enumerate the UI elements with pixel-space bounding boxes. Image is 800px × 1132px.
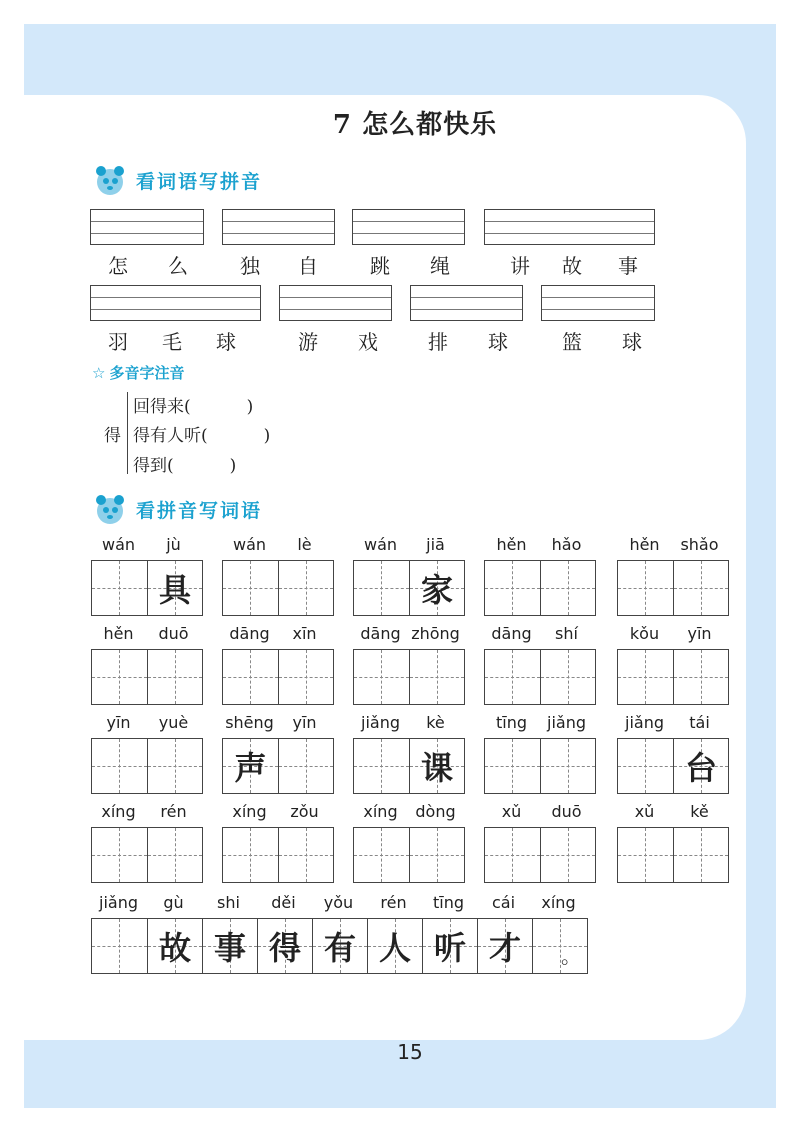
section-heading-label: 看拼音写词语 <box>136 499 263 522</box>
word-char: 绳 <box>430 254 450 278</box>
pinyin-label: hěn <box>103 624 134 643</box>
char-cell[interactable] <box>673 828 728 882</box>
char-grid <box>222 827 334 883</box>
char-grid <box>353 827 465 883</box>
char-value: 人 <box>378 929 411 967</box>
char-grid <box>484 649 596 705</box>
char-value <box>541 650 595 704</box>
char-cell[interactable] <box>147 739 202 793</box>
char-grid <box>484 560 596 616</box>
polyphone-char: 得 <box>104 426 121 446</box>
word-char: 跳 <box>370 254 390 278</box>
pinyin-label: xíng <box>541 893 576 912</box>
pinyin-label: jù <box>166 535 181 554</box>
pinyin-label: jiǎng <box>547 713 586 732</box>
char-cell[interactable] <box>409 561 464 615</box>
panda-icon <box>92 162 132 198</box>
char-cell[interactable] <box>485 650 540 704</box>
char-cell[interactable] <box>92 919 147 973</box>
pinyin-label: xǔ <box>634 802 655 821</box>
section-heading-write-words <box>92 489 262 529</box>
section-heading-label: 看词语写拼音 <box>136 170 263 193</box>
char-cell[interactable] <box>147 919 202 973</box>
char-cell[interactable] <box>278 828 333 882</box>
char-cell[interactable] <box>485 828 540 882</box>
char-grid <box>617 560 729 616</box>
word-char: 怎 <box>108 254 128 278</box>
char-value: 有 <box>323 929 356 967</box>
pinyin-label: dòng <box>415 802 456 821</box>
char-cell[interactable] <box>92 739 147 793</box>
page-number: 15 <box>397 1040 423 1064</box>
char-cell[interactable] <box>618 828 673 882</box>
pinyin-label: kě <box>690 802 709 821</box>
char-value <box>618 828 673 882</box>
char-cell[interactable] <box>354 828 409 882</box>
pinyin-box-lanqiu[interactable] <box>541 285 655 321</box>
char-cell[interactable] <box>532 919 587 973</box>
pinyin-label: hěn <box>629 535 660 554</box>
char-value: 声 <box>234 749 267 787</box>
pinyin-box-tiaosheng[interactable] <box>352 209 465 245</box>
pinyin-label: jiǎng <box>99 893 138 912</box>
char-value <box>410 650 464 704</box>
pinyin-label: rén <box>160 802 187 821</box>
char-cell[interactable] <box>278 650 333 704</box>
char-value <box>618 561 673 615</box>
char-grid <box>353 560 465 616</box>
char-cell[interactable] <box>673 561 728 615</box>
char-grid <box>91 827 203 883</box>
char-cell[interactable] <box>367 919 422 973</box>
char-value <box>541 739 595 793</box>
char-cell[interactable] <box>312 919 367 973</box>
char-cell[interactable] <box>673 650 728 704</box>
pinyin-label: xǔ <box>501 802 522 821</box>
char-cell[interactable] <box>147 561 202 615</box>
char-cell[interactable] <box>422 919 477 973</box>
pinyin-label: yīn <box>687 624 712 643</box>
char-value <box>279 650 333 704</box>
char-cell[interactable] <box>477 919 532 973</box>
char-cell[interactable] <box>354 561 409 615</box>
polyphone-bracket <box>127 392 128 474</box>
pinyin-label: xíng <box>232 802 267 821</box>
char-cell[interactable] <box>540 650 595 704</box>
char-cell[interactable] <box>618 739 673 793</box>
word-char: 排 <box>428 330 448 354</box>
char-grid <box>222 560 334 616</box>
char-cell[interactable] <box>92 561 147 615</box>
word-char: 么 <box>168 254 188 278</box>
char-cell[interactable] <box>354 739 409 793</box>
char-value: 事 <box>213 929 246 967</box>
pinyin-label: yǒu <box>323 893 354 912</box>
char-value <box>354 739 409 793</box>
char-value <box>485 650 540 704</box>
char-grid <box>91 649 203 705</box>
char-cell[interactable] <box>278 561 333 615</box>
char-value <box>148 650 202 704</box>
char-value <box>354 828 409 882</box>
char-cell[interactable] <box>409 739 464 793</box>
word-char: 故 <box>562 254 582 278</box>
pinyin-label: xíng <box>101 802 136 821</box>
word-char: 篮 <box>562 330 582 354</box>
word-char: 自 <box>298 254 318 278</box>
pinyin-label: xíng <box>363 802 398 821</box>
char-value <box>354 561 409 615</box>
char-cell[interactable] <box>485 561 540 615</box>
word-char: 羽 <box>108 330 128 354</box>
char-grid <box>353 738 465 794</box>
pinyin-label: shí <box>555 624 578 643</box>
words-row-2 <box>0 326 800 352</box>
char-value <box>533 919 587 973</box>
pinyin-label: zhōng <box>411 624 460 643</box>
pinyin-box-jianggushi[interactable] <box>484 209 655 245</box>
pinyin-label: tái <box>689 713 710 732</box>
char-cell[interactable] <box>618 561 673 615</box>
char-cell[interactable] <box>147 650 202 704</box>
char-cell[interactable] <box>409 828 464 882</box>
pinyin-label: duō <box>551 802 582 821</box>
char-cell[interactable] <box>540 561 595 615</box>
char-grid <box>617 649 729 705</box>
char-value <box>148 828 202 882</box>
char-value: 家 <box>420 571 453 609</box>
pinyin-label: yīn <box>106 713 131 732</box>
lesson-title: 7 怎么都快乐 <box>332 110 498 140</box>
char-grid <box>484 738 596 794</box>
char-value <box>92 919 147 973</box>
pinyin-label: wán <box>101 535 136 554</box>
star-icon: ☆ <box>92 363 106 382</box>
char-cell[interactable] <box>278 739 333 793</box>
char-value <box>354 650 409 704</box>
polyphone-item: 得到( ) <box>133 456 237 476</box>
pinyin-label: wán <box>232 535 267 554</box>
pinyin-label: dāng <box>229 624 270 643</box>
char-value <box>92 561 147 615</box>
char-value <box>541 561 595 615</box>
pinyin-label: cái <box>491 893 516 912</box>
word-char: 球 <box>216 330 236 354</box>
char-value <box>485 561 540 615</box>
section-heading-write-pinyin <box>92 160 262 200</box>
char-value: 故 <box>158 929 191 967</box>
panda-icon <box>92 491 132 527</box>
pinyin-label: gù <box>163 893 184 912</box>
char-value <box>148 739 202 793</box>
char-value <box>92 739 147 793</box>
char-value <box>223 561 278 615</box>
pinyin-label: děi <box>271 893 296 912</box>
sentence-end-mark: 。 <box>561 944 581 968</box>
char-grid <box>222 738 334 794</box>
pinyin-label: wán <box>363 535 398 554</box>
char-value <box>674 561 728 615</box>
sentence-grid <box>91 918 588 974</box>
char-cell[interactable] <box>540 828 595 882</box>
pinyin-label: duō <box>158 624 189 643</box>
pinyin-label: jiǎng <box>625 713 664 732</box>
word-char: 独 <box>240 254 260 278</box>
pinyin-box-zenme[interactable] <box>90 209 204 245</box>
char-value <box>485 828 540 882</box>
word-char: 球 <box>622 330 642 354</box>
char-value <box>485 739 540 793</box>
char-value <box>618 650 673 704</box>
char-value: 台 <box>684 749 717 787</box>
pinyin-label: lè <box>297 535 312 554</box>
char-value <box>279 739 333 793</box>
word-char: 讲 <box>510 254 530 278</box>
pinyin-label: tīng <box>432 893 464 912</box>
char-grid <box>617 738 729 794</box>
polyphone-heading-label: 多音字注音 <box>109 364 185 382</box>
pinyin-label: xīn <box>292 624 317 643</box>
pinyin-label: yuè <box>158 713 189 732</box>
char-cell[interactable] <box>223 739 278 793</box>
pinyin-label: hěn <box>496 535 527 554</box>
char-cell[interactable] <box>409 650 464 704</box>
pinyin-box-yumaoqiu[interactable] <box>90 285 261 321</box>
char-grid <box>222 649 334 705</box>
word-char: 事 <box>618 254 638 278</box>
pinyin-box-paiqiu[interactable] <box>410 285 523 321</box>
pinyin-label: rén <box>380 893 407 912</box>
char-grid <box>617 827 729 883</box>
pinyin-label: shēng <box>225 713 274 732</box>
char-cell[interactable] <box>223 828 278 882</box>
word-char: 球 <box>488 330 508 354</box>
char-value <box>223 828 278 882</box>
char-cell[interactable] <box>354 650 409 704</box>
char-value: 具 <box>158 571 191 609</box>
char-value <box>674 828 728 882</box>
char-cell[interactable] <box>92 650 147 704</box>
char-cell[interactable] <box>223 650 278 704</box>
char-value <box>223 650 278 704</box>
char-grid <box>91 560 203 616</box>
pinyin-label: shi <box>217 893 240 912</box>
char-cell[interactable] <box>673 739 728 793</box>
char-grid <box>353 649 465 705</box>
char-cell[interactable] <box>92 828 147 882</box>
char-value <box>92 650 147 704</box>
char-value <box>541 828 595 882</box>
pinyin-label: shǎo <box>680 535 719 554</box>
char-value <box>92 828 147 882</box>
char-value <box>618 739 673 793</box>
char-value <box>674 650 728 704</box>
pinyin-box-youxi[interactable] <box>279 285 392 321</box>
char-value: 听 <box>433 929 466 967</box>
char-value <box>279 828 333 882</box>
pinyin-box-duzi[interactable] <box>222 209 335 245</box>
word-char: 毛 <box>162 330 182 354</box>
pinyin-label: hǎo <box>551 535 582 554</box>
char-value <box>279 561 333 615</box>
polyphone-item: 得有人听( ) <box>133 426 271 446</box>
pinyin-label: dāng <box>360 624 401 643</box>
pinyin-label: jiǎng <box>361 713 400 732</box>
char-cell[interactable] <box>540 739 595 793</box>
char-grid <box>484 827 596 883</box>
char-value: 课 <box>420 749 453 787</box>
polyphone-heading <box>92 362 184 383</box>
char-cell[interactable] <box>202 919 257 973</box>
pinyin-label: jiā <box>426 535 445 554</box>
pinyin-label: kè <box>426 713 445 732</box>
char-value: 才 <box>488 929 521 967</box>
word-char: 戏 <box>358 330 378 354</box>
pinyin-label: dāng <box>491 624 532 643</box>
char-cell[interactable] <box>485 739 540 793</box>
char-value <box>410 828 464 882</box>
char-grid <box>91 738 203 794</box>
char-value: 得 <box>268 929 301 967</box>
char-cell[interactable] <box>147 828 202 882</box>
char-cell[interactable] <box>223 561 278 615</box>
char-cell[interactable] <box>257 919 312 973</box>
pinyin-label: kǒu <box>629 624 660 643</box>
pinyin-label: zǒu <box>290 802 319 821</box>
pinyin-label: yīn <box>292 713 317 732</box>
polyphone-item: 回得来( ) <box>133 397 254 417</box>
word-char: 游 <box>298 330 318 354</box>
words-row-1 <box>0 250 800 276</box>
pinyin-label: tīng <box>495 713 527 732</box>
char-cell[interactable] <box>618 650 673 704</box>
